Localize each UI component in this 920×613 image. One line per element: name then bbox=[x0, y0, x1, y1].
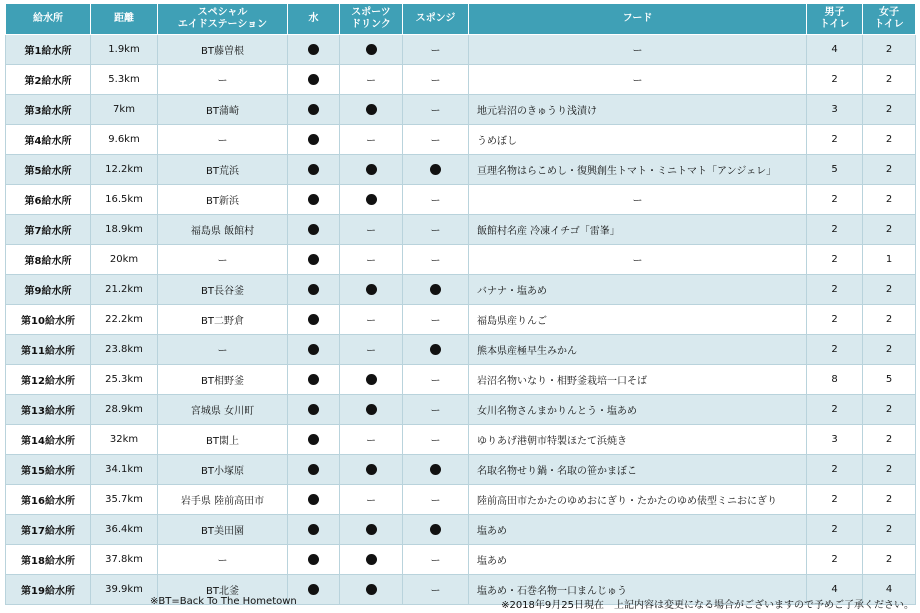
cell-station: 第12給水所 bbox=[6, 365, 91, 395]
cell-water bbox=[288, 275, 340, 305]
dash-mark: ー bbox=[366, 316, 376, 327]
table-row bbox=[6, 485, 916, 515]
table-row bbox=[6, 155, 916, 185]
header-water: 水 bbox=[288, 4, 340, 35]
cell-station: 第10給水所 bbox=[6, 305, 91, 335]
cell-aid-station: BT閖上 bbox=[158, 425, 288, 455]
cell-women-toilet: 1 bbox=[863, 245, 916, 275]
table-row bbox=[6, 335, 916, 365]
dash-mark: ー bbox=[430, 376, 441, 387]
dash-mark: ー bbox=[430, 76, 441, 87]
cell-aid-station: BT相野釜 bbox=[158, 365, 288, 395]
cell-women-toilet: 2 bbox=[863, 35, 916, 65]
dot-mark-icon bbox=[366, 194, 377, 205]
cell-men-toilet: 2 bbox=[807, 125, 863, 155]
header-aid-station: スペシャル エイドステーション bbox=[158, 4, 288, 35]
header-sports-drink: スポーツ ドリンク bbox=[340, 4, 403, 35]
cell-sports-drink bbox=[340, 215, 403, 245]
cell-food: 福島県産りんご bbox=[469, 305, 807, 335]
cell-station: 第11給水所 bbox=[6, 335, 91, 365]
cell-aid-station: ー bbox=[158, 545, 288, 575]
cell-distance: 35.7km bbox=[91, 485, 158, 515]
cell-sponge bbox=[403, 305, 469, 335]
table-row bbox=[6, 545, 916, 575]
cell-station: 第5給水所 bbox=[6, 155, 91, 185]
cell-women-toilet: 2 bbox=[863, 335, 916, 365]
dot-mark-icon bbox=[308, 284, 319, 295]
cell-station: 第15給水所 bbox=[6, 455, 91, 485]
table-row bbox=[6, 455, 916, 485]
cell-men-toilet: 3 bbox=[807, 95, 863, 125]
water-station-table bbox=[5, 3, 916, 605]
cell-food: バナナ・塩あめ bbox=[469, 275, 807, 305]
cell-men-toilet: 2 bbox=[807, 275, 863, 305]
cell-sports-drink bbox=[340, 515, 403, 545]
table-row bbox=[6, 395, 916, 425]
cell-men-toilet: 3 bbox=[807, 425, 863, 455]
cell-sponge bbox=[403, 185, 469, 215]
dash-mark: ー bbox=[430, 496, 441, 507]
cell-station: 第3給水所 bbox=[6, 95, 91, 125]
cell-sports-drink bbox=[340, 485, 403, 515]
cell-aid-station: BT荒浜 bbox=[158, 155, 288, 185]
cell-distance: 37.8km bbox=[91, 545, 158, 575]
cell-station: 第2給水所 bbox=[6, 65, 91, 95]
dot-mark-icon bbox=[366, 464, 377, 475]
dash-mark: ー bbox=[366, 496, 376, 507]
table-body bbox=[6, 35, 916, 605]
footer-note-bt: ※BT=Back To The Hometown bbox=[150, 596, 297, 607]
table-row bbox=[6, 65, 916, 95]
cell-sponge bbox=[403, 455, 469, 485]
dot-mark-icon bbox=[308, 194, 319, 205]
dot-mark-icon bbox=[308, 404, 319, 415]
dot-mark-icon bbox=[308, 254, 319, 265]
cell-station: 第16給水所 bbox=[6, 485, 91, 515]
cell-sports-drink bbox=[340, 275, 403, 305]
cell-aid-station: ー bbox=[158, 65, 288, 95]
cell-women-toilet: 2 bbox=[863, 485, 916, 515]
cell-sponge bbox=[403, 515, 469, 545]
table-row bbox=[6, 215, 916, 245]
cell-food: 陸前高田市たかたのゆめおにぎり・たかたのゆめ俵型ミニおにぎり bbox=[469, 485, 807, 515]
dot-mark-icon bbox=[308, 104, 319, 115]
dot-mark-icon bbox=[366, 584, 377, 595]
dash-mark: ー bbox=[430, 316, 441, 327]
cell-sponge bbox=[403, 335, 469, 365]
cell-food: 飯館村名産 冷凍イチゴ「雷峯」 bbox=[469, 215, 807, 245]
cell-sponge bbox=[403, 425, 469, 455]
dot-mark-icon bbox=[366, 284, 377, 295]
cell-aid-station: 福島県 飯館村 bbox=[158, 215, 288, 245]
dash-mark: ー bbox=[430, 256, 441, 267]
cell-women-toilet: 2 bbox=[863, 125, 916, 155]
cell-distance: 32km bbox=[91, 425, 158, 455]
cell-distance: 1.9km bbox=[91, 35, 158, 65]
dot-mark-icon bbox=[366, 374, 377, 385]
dash-mark: ー bbox=[366, 256, 376, 267]
cell-sports-drink bbox=[340, 365, 403, 395]
cell-sports-drink bbox=[340, 575, 403, 605]
cell-sports-drink bbox=[340, 425, 403, 455]
dash-mark: ー bbox=[366, 76, 376, 87]
cell-sponge bbox=[403, 395, 469, 425]
dash-mark: ー bbox=[366, 346, 376, 357]
cell-aid-station: BT蒲崎 bbox=[158, 95, 288, 125]
dot-mark-icon bbox=[308, 374, 319, 385]
cell-water bbox=[288, 485, 340, 515]
dot-mark-icon bbox=[308, 524, 319, 535]
cell-water bbox=[288, 185, 340, 215]
cell-station: 第17給水所 bbox=[6, 515, 91, 545]
dot-mark-icon bbox=[430, 344, 441, 355]
cell-distance: 16.5km bbox=[91, 185, 158, 215]
cell-food: うめぼし bbox=[469, 125, 807, 155]
footer-note-date: ※2018年9月25日現在 上記内容は変更になる場合がございますので予めご了承ください。 bbox=[501, 600, 914, 611]
cell-sports-drink bbox=[340, 245, 403, 275]
dot-mark-icon bbox=[308, 494, 319, 505]
dot-mark-icon bbox=[430, 524, 441, 535]
cell-distance: 36.4km bbox=[91, 515, 158, 545]
cell-distance: 39.9km bbox=[91, 575, 158, 605]
table-row bbox=[6, 305, 916, 335]
cell-sports-drink bbox=[340, 545, 403, 575]
cell-station: 第4給水所 bbox=[6, 125, 91, 155]
header-distance: 距離 bbox=[91, 4, 158, 35]
cell-food: 地元岩沼のきゅうり浅漬け bbox=[469, 95, 807, 125]
cell-water bbox=[288, 425, 340, 455]
cell-aid-station: ー bbox=[158, 125, 288, 155]
cell-station: 第1給水所 bbox=[6, 35, 91, 65]
dot-mark-icon bbox=[308, 554, 319, 565]
cell-food: 塩あめ・石巻名物一口まんじゅう bbox=[469, 575, 807, 605]
cell-water bbox=[288, 365, 340, 395]
dash-mark: ー bbox=[430, 46, 441, 57]
cell-sports-drink bbox=[340, 185, 403, 215]
cell-water bbox=[288, 65, 340, 95]
dot-mark-icon bbox=[308, 314, 319, 325]
cell-distance: 7km bbox=[91, 95, 158, 125]
cell-men-toilet: 4 bbox=[807, 35, 863, 65]
cell-water bbox=[288, 515, 340, 545]
dot-mark-icon bbox=[308, 344, 319, 355]
dot-mark-icon bbox=[366, 524, 377, 535]
table-row bbox=[6, 245, 916, 275]
dot-mark-icon bbox=[366, 554, 377, 565]
cell-water bbox=[288, 545, 340, 575]
cell-women-toilet: 2 bbox=[863, 515, 916, 545]
dash-mark: ー bbox=[430, 406, 441, 417]
cell-men-toilet: 4 bbox=[807, 575, 863, 605]
cell-women-toilet: 2 bbox=[863, 545, 916, 575]
cell-men-toilet: 2 bbox=[807, 515, 863, 545]
cell-distance: 5.3km bbox=[91, 65, 158, 95]
cell-men-toilet: 2 bbox=[807, 335, 863, 365]
cell-men-toilet: 5 bbox=[807, 155, 863, 185]
cell-men-toilet: 2 bbox=[807, 305, 863, 335]
cell-distance: 23.8km bbox=[91, 335, 158, 365]
cell-distance: 34.1km bbox=[91, 455, 158, 485]
cell-women-toilet: 2 bbox=[863, 95, 916, 125]
cell-sponge bbox=[403, 275, 469, 305]
cell-sponge bbox=[403, 65, 469, 95]
dash-mark: ー bbox=[430, 586, 441, 597]
cell-food: 亘理名物はらこめし・復興創生トマト・ミニトマト「アンジェレ」 bbox=[469, 155, 807, 185]
cell-aid-station: ー bbox=[158, 335, 288, 365]
cell-women-toilet: 5 bbox=[863, 365, 916, 395]
cell-food: 塩あめ bbox=[469, 515, 807, 545]
cell-aid-station: BT小塚原 bbox=[158, 455, 288, 485]
cell-food: 塩あめ bbox=[469, 545, 807, 575]
cell-aid-station: BT新浜 bbox=[158, 185, 288, 215]
cell-aid-station: BT美田園 bbox=[158, 515, 288, 545]
cell-men-toilet: 2 bbox=[807, 185, 863, 215]
dash-mark: ー bbox=[366, 436, 376, 447]
dash-mark: ー bbox=[430, 226, 441, 237]
cell-distance: 21.2km bbox=[91, 275, 158, 305]
cell-men-toilet: 2 bbox=[807, 485, 863, 515]
cell-food: ー bbox=[469, 35, 807, 65]
cell-sponge bbox=[403, 575, 469, 605]
cell-station: 第18給水所 bbox=[6, 545, 91, 575]
cell-women-toilet: 2 bbox=[863, 395, 916, 425]
cell-water bbox=[288, 35, 340, 65]
cell-sports-drink bbox=[340, 155, 403, 185]
cell-food: ー bbox=[469, 65, 807, 95]
dot-mark-icon bbox=[308, 74, 319, 85]
dot-mark-icon bbox=[308, 584, 319, 595]
cell-sports-drink bbox=[340, 335, 403, 365]
cell-sports-drink bbox=[340, 125, 403, 155]
cell-distance: 22.2km bbox=[91, 305, 158, 335]
dash-mark: ー bbox=[430, 436, 441, 447]
cell-men-toilet: 8 bbox=[807, 365, 863, 395]
cell-food: 岩沼名物いなり・相野釜栽培一口そば bbox=[469, 365, 807, 395]
dot-mark-icon bbox=[308, 224, 319, 235]
cell-sponge bbox=[403, 125, 469, 155]
dot-mark-icon bbox=[366, 104, 377, 115]
cell-women-toilet: 4 bbox=[863, 575, 916, 605]
dot-mark-icon bbox=[308, 464, 319, 475]
table-row bbox=[6, 95, 916, 125]
cell-station: 第9給水所 bbox=[6, 275, 91, 305]
cell-food: 熊本県産極早生みかん bbox=[469, 335, 807, 365]
dash-mark: ー bbox=[366, 226, 376, 237]
header-food: フード bbox=[469, 4, 807, 35]
cell-distance: 12.2km bbox=[91, 155, 158, 185]
cell-men-toilet: 2 bbox=[807, 65, 863, 95]
cell-distance: 20km bbox=[91, 245, 158, 275]
cell-station: 第8給水所 bbox=[6, 245, 91, 275]
table-row bbox=[6, 125, 916, 155]
table-row bbox=[6, 35, 916, 65]
cell-aid-station: ー bbox=[158, 245, 288, 275]
cell-station: 第19給水所 bbox=[6, 575, 91, 605]
table-row bbox=[6, 365, 916, 395]
cell-women-toilet: 2 bbox=[863, 305, 916, 335]
header-sponge: スポンジ bbox=[403, 4, 469, 35]
header-women-toilet: 女子 トイレ bbox=[863, 4, 916, 35]
cell-sports-drink bbox=[340, 305, 403, 335]
dash-mark: ー bbox=[430, 106, 441, 117]
cell-water bbox=[288, 305, 340, 335]
cell-sports-drink bbox=[340, 35, 403, 65]
cell-sponge bbox=[403, 155, 469, 185]
cell-sponge bbox=[403, 365, 469, 395]
cell-sponge bbox=[403, 545, 469, 575]
dot-mark-icon bbox=[430, 284, 441, 295]
dash-mark: ー bbox=[430, 556, 441, 567]
cell-women-toilet: 2 bbox=[863, 455, 916, 485]
cell-women-toilet: 2 bbox=[863, 155, 916, 185]
table-row bbox=[6, 185, 916, 215]
cell-women-toilet: 2 bbox=[863, 215, 916, 245]
cell-sponge bbox=[403, 485, 469, 515]
table-row bbox=[6, 425, 916, 455]
cell-food: ー bbox=[469, 185, 807, 215]
cell-water bbox=[288, 245, 340, 275]
dot-mark-icon bbox=[308, 434, 319, 445]
table-row bbox=[6, 515, 916, 545]
cell-station: 第6給水所 bbox=[6, 185, 91, 215]
cell-water bbox=[288, 455, 340, 485]
cell-food: ー bbox=[469, 245, 807, 275]
dot-mark-icon bbox=[430, 464, 441, 475]
cell-water bbox=[288, 395, 340, 425]
cell-aid-station: 宮城県 女川町 bbox=[158, 395, 288, 425]
dot-mark-icon bbox=[308, 134, 319, 145]
cell-aid-station: 岩手県 陸前高田市 bbox=[158, 485, 288, 515]
cell-men-toilet: 2 bbox=[807, 545, 863, 575]
cell-water bbox=[288, 125, 340, 155]
cell-aid-station: BT長谷釜 bbox=[158, 275, 288, 305]
cell-water bbox=[288, 335, 340, 365]
cell-sports-drink bbox=[340, 95, 403, 125]
cell-women-toilet: 2 bbox=[863, 275, 916, 305]
cell-water bbox=[288, 215, 340, 245]
header-men-toilet: 男子 トイレ bbox=[807, 4, 863, 35]
dot-mark-icon bbox=[308, 44, 319, 55]
dot-mark-icon bbox=[366, 404, 377, 415]
cell-food: 女川名物さんまかりんとう・塩あめ bbox=[469, 395, 807, 425]
cell-water bbox=[288, 95, 340, 125]
cell-men-toilet: 2 bbox=[807, 215, 863, 245]
dot-mark-icon bbox=[308, 164, 319, 175]
header-station: 給水所 bbox=[6, 4, 91, 35]
cell-women-toilet: 2 bbox=[863, 425, 916, 455]
cell-water bbox=[288, 155, 340, 185]
cell-sports-drink bbox=[340, 65, 403, 95]
cell-distance: 28.9km bbox=[91, 395, 158, 425]
dash-mark: ー bbox=[366, 136, 376, 147]
dot-mark-icon bbox=[366, 164, 377, 175]
cell-distance: 18.9km bbox=[91, 215, 158, 245]
cell-station: 第14給水所 bbox=[6, 425, 91, 455]
cell-men-toilet: 2 bbox=[807, 395, 863, 425]
cell-aid-station: BT藤曽根 bbox=[158, 35, 288, 65]
cell-sponge bbox=[403, 35, 469, 65]
cell-distance: 25.3km bbox=[91, 365, 158, 395]
cell-men-toilet: 2 bbox=[807, 455, 863, 485]
header-row bbox=[6, 4, 916, 35]
dot-mark-icon bbox=[430, 164, 441, 175]
cell-sports-drink bbox=[340, 395, 403, 425]
cell-food: 名取名物せり鍋・名取の笹かまぼこ bbox=[469, 455, 807, 485]
dash-mark: ー bbox=[430, 136, 441, 147]
cell-aid-station: BT二野倉 bbox=[158, 305, 288, 335]
dot-mark-icon bbox=[366, 44, 377, 55]
cell-aid-station: BT北釜 bbox=[158, 575, 288, 605]
cell-women-toilet: 2 bbox=[863, 65, 916, 95]
cell-distance: 9.6km bbox=[91, 125, 158, 155]
water-station-table-wrapper bbox=[5, 3, 915, 605]
cell-sponge bbox=[403, 245, 469, 275]
cell-food: ゆりあげ港朝市特製ほたて浜焼き bbox=[469, 425, 807, 455]
cell-sponge bbox=[403, 95, 469, 125]
cell-sponge bbox=[403, 215, 469, 245]
cell-sports-drink bbox=[340, 455, 403, 485]
dash-mark: ー bbox=[430, 196, 441, 207]
table-row bbox=[6, 275, 916, 305]
cell-women-toilet: 2 bbox=[863, 185, 916, 215]
cell-men-toilet: 2 bbox=[807, 245, 863, 275]
cell-station: 第7給水所 bbox=[6, 215, 91, 245]
cell-station: 第13給水所 bbox=[6, 395, 91, 425]
